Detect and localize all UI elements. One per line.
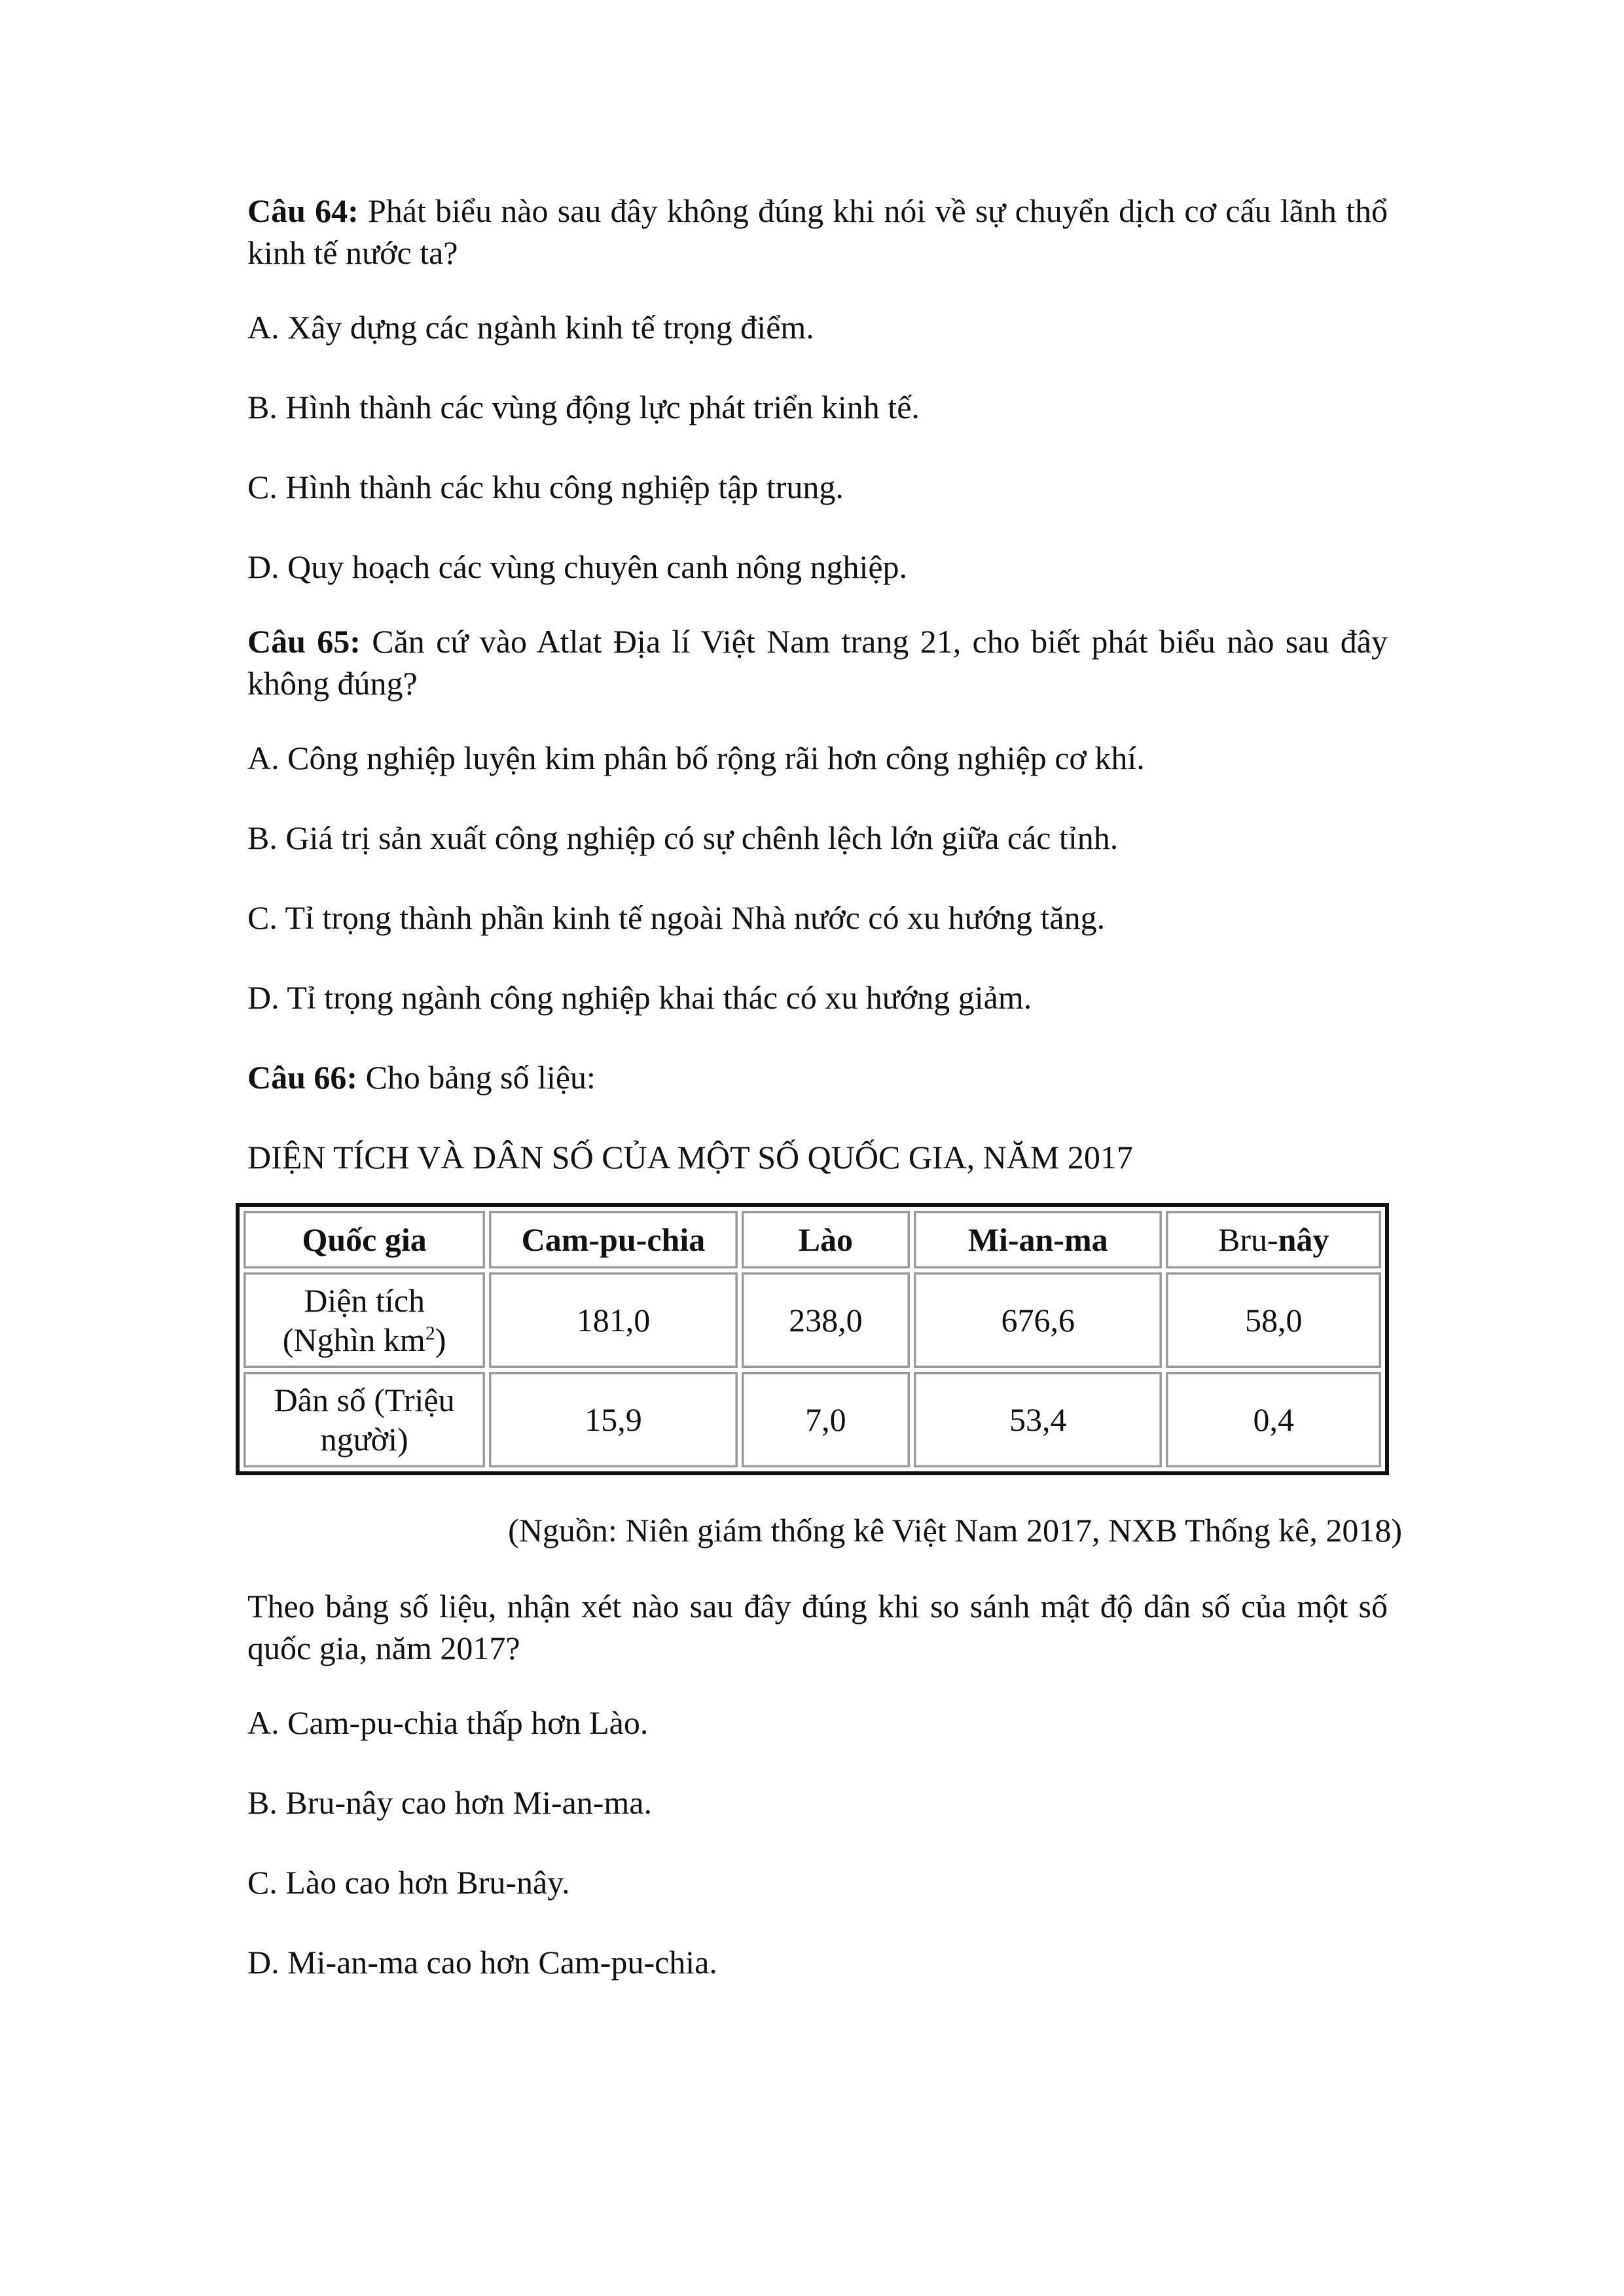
- question-65-text: Căn cứ vào Atlat Địa lí Việt Nam trang 21, cho biết phát biểu nào sau đây không đúng?: [247, 623, 1388, 702]
- q64-option-c: C. Hình thành các khu công nghiệp tập trung.: [247, 469, 844, 505]
- header-myanmar: Mi-an-ma: [914, 1211, 1162, 1268]
- question-66-prompt: Theo bảng số liệu, nhận xét nào sau đây đúng khi so sánh mật độ dân số của một số quốc gia, năm 2017?: [247, 1588, 1388, 1666]
- q65-option-c: C. Tỉ trọng thành phần kinh tế ngoài Nhà nước có xu hướng tăng.: [247, 899, 1106, 936]
- header-brunei-prefix: Bru-: [1218, 1221, 1278, 1258]
- row-label-area-sup: 2: [425, 1322, 435, 1344]
- header-brunei-suffix: nây: [1278, 1221, 1329, 1258]
- document-page: [247, 190, 1402, 2021]
- table-cell: 676,6: [914, 1272, 1162, 1368]
- table-source: (Nguồn: Niên giám thống kê Việt Nam 2017, NXB Thống kê, 2018): [508, 1512, 1402, 1549]
- table-cell: 181,0: [489, 1272, 737, 1368]
- row-label-population-line1: Dân số (Triệu: [274, 1382, 455, 1418]
- q65-option-a: A. Công nghiệp luyện kim phân bố rộng rãi hơn công nghiệp cơ khí.: [247, 740, 1145, 776]
- table-cell: 58,0: [1166, 1272, 1381, 1368]
- row-label-population: [244, 1372, 485, 1467]
- question-66: [247, 1056, 1388, 1098]
- q64-option-d: D. Quy hoạch các vùng chuyên canh nông nghiệp.: [247, 548, 908, 585]
- question-64-text: Phát biểu nào sau đây không đúng khi nói về sự chuyển dịch cơ cấu lãnh thổ kinh tế nước ta?: [247, 192, 1388, 271]
- question-64-label: Câu 64:: [247, 192, 359, 229]
- row-label-area: [244, 1272, 485, 1368]
- q64-option-b: B. Hình thành các vùng động lực phát triển kinh tế.: [247, 389, 920, 425]
- question-66-label: Câu 66:: [247, 1059, 358, 1096]
- q65-option-b: B. Giá trị sản xuất công nghiệp có sự chênh lệch lớn giữa các tỉnh.: [247, 819, 1119, 856]
- table-row-area: [244, 1272, 1381, 1368]
- table-cell: 53,4: [914, 1372, 1162, 1467]
- data-table: [236, 1203, 1389, 1475]
- q65-option-d: D. Tỉ trọng ngành công nghiệp khai thác có xu hướng giảm.: [247, 979, 1032, 1016]
- table-cell: 0,4: [1166, 1372, 1381, 1467]
- table-title: DIỆN TÍCH VÀ DÂN SỐ CỦA MỘT SỐ QUỐC GIA, NĂM 2017: [247, 1139, 1133, 1175]
- question-65-label: Câu 65:: [247, 623, 361, 660]
- q66-option-a: A. Cam-pu-chia thấp hơn Lào.: [247, 1704, 649, 1741]
- header-country: Quốc gia: [244, 1211, 485, 1268]
- table-cell: 238,0: [742, 1272, 910, 1368]
- table-row-population: [244, 1372, 1381, 1467]
- header-cambodia: Cam-pu-chia: [489, 1211, 737, 1268]
- row-label-population-line2: người): [320, 1421, 408, 1458]
- question-64: [247, 190, 1388, 274]
- q66-option-d: D. Mi-an-ma cao hơn Cam-pu-chia.: [247, 1944, 717, 1981]
- q66-option-c: C. Lào cao hơn Bru-nây.: [247, 1864, 570, 1901]
- question-65: [247, 620, 1388, 704]
- header-laos: Lào: [742, 1211, 910, 1268]
- row-label-area-line2: (Nghìn km: [282, 1321, 425, 1358]
- table-cell: 7,0: [742, 1372, 910, 1467]
- q64-option-a: A. Xây dựng các ngành kinh tế trọng điểm.: [247, 309, 814, 346]
- row-label-area-close: ): [435, 1321, 446, 1358]
- table-header-row: [244, 1211, 1381, 1268]
- q66-option-b: B. Bru-nây cao hơn Mi-an-ma.: [247, 1784, 652, 1821]
- question-66-text: Cho bảng số liệu:: [357, 1059, 596, 1096]
- table-cell: 15,9: [489, 1372, 737, 1467]
- row-label-area-line1: Diện tích: [304, 1282, 425, 1319]
- header-brunei: [1166, 1211, 1381, 1268]
